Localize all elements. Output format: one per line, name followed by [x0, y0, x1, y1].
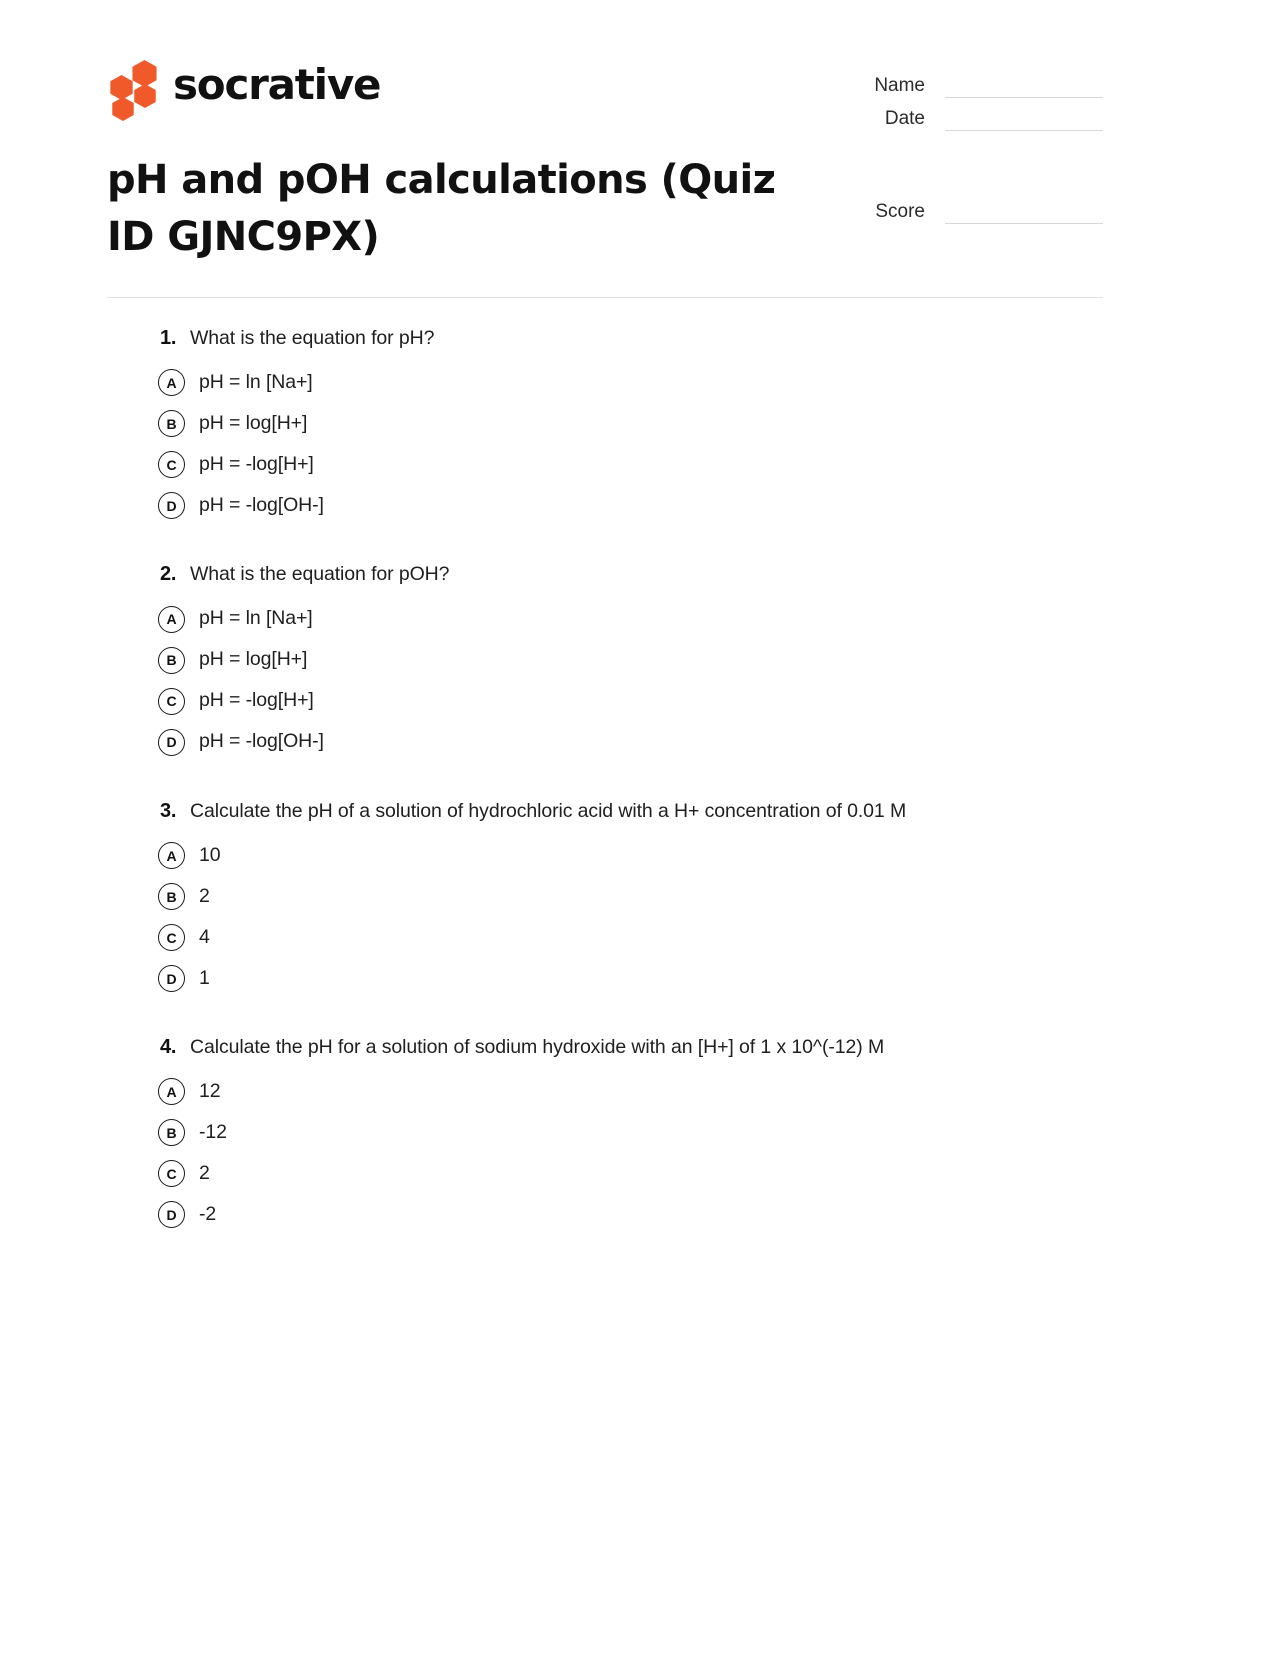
- hexagon-middle-right-icon: [134, 84, 156, 108]
- question-text: Calculate the pH for a solution of sodium hydroxide with an [H+] of 1 x 10^(-12) M: [190, 1036, 885, 1059]
- choice-bubble-b[interactable]: B: [158, 883, 185, 910]
- answer-choice[interactable]: [0, 1194, 1275, 1235]
- choice-text: pH = -log[H+]: [199, 453, 314, 476]
- choice-bubble-b[interactable]: B: [158, 1119, 185, 1146]
- answer-choice[interactable]: [0, 1071, 1275, 1112]
- answer-choice[interactable]: [0, 403, 1275, 444]
- question-number: 2.: [160, 563, 177, 586]
- choice-bubble-a[interactable]: A: [158, 369, 185, 396]
- choice-bubble-c[interactable]: C: [158, 924, 185, 951]
- answer-choice[interactable]: [0, 835, 1275, 876]
- choice-bubble-b[interactable]: B: [158, 647, 185, 674]
- choice-bubble-b[interactable]: B: [158, 410, 185, 437]
- choice-bubble-a[interactable]: A: [158, 1078, 185, 1105]
- choice-bubble-d[interactable]: D: [158, 1201, 185, 1228]
- answer-choice[interactable]: [0, 599, 1275, 640]
- choice-text: -2: [199, 1203, 217, 1226]
- choice-text: 1: [199, 966, 210, 989]
- answer-choice[interactable]: [0, 444, 1275, 485]
- choice-text: pH = -log[OH-]: [199, 730, 324, 753]
- question-text: What is the equation for pOH?: [190, 563, 450, 586]
- score-field-label: Score: [875, 201, 925, 222]
- answer-choice[interactable]: [0, 1153, 1275, 1194]
- date-field-row: [803, 109, 1103, 131]
- question-heading: [0, 562, 1275, 587]
- answer-choice[interactable]: [0, 876, 1275, 917]
- question-number: 4.: [160, 1036, 177, 1059]
- choice-text: 4: [199, 925, 210, 948]
- choice-text: pH = -log[OH-]: [199, 494, 324, 517]
- choice-bubble-c[interactable]: C: [158, 688, 185, 715]
- brand-block: [107, 58, 380, 112]
- score-field-input[interactable]: [945, 202, 1103, 224]
- header-divider: [107, 297, 1103, 298]
- date-field-label: Date: [884, 108, 925, 129]
- question-text: What is the equation for pH?: [190, 327, 435, 349]
- choice-bubble-a[interactable]: A: [158, 842, 185, 869]
- title-zone: [107, 152, 827, 266]
- answer-choice[interactable]: [0, 722, 1275, 763]
- question-list: [0, 326, 1275, 1271]
- name-field-label: Name: [874, 75, 925, 96]
- hexagon-bottom-left-icon: [112, 97, 134, 121]
- socrative-logo: [107, 58, 380, 112]
- question-heading: [0, 799, 1275, 824]
- question-item: [0, 799, 1275, 999]
- choice-bubble-c[interactable]: C: [158, 451, 185, 478]
- question-item: [0, 1035, 1275, 1235]
- choice-bubble-d[interactable]: D: [158, 492, 185, 519]
- choice-text: 10: [199, 843, 221, 866]
- choice-bubble-c[interactable]: C: [158, 1160, 185, 1187]
- answer-choice[interactable]: [0, 1112, 1275, 1153]
- choice-text: pH = -log[H+]: [199, 689, 314, 712]
- brand-name: socrative: [173, 60, 381, 109]
- choice-text: pH = ln [Na+]: [199, 371, 313, 394]
- score-field-row: [803, 202, 1103, 224]
- question-number: 3.: [160, 799, 177, 822]
- choice-text: 12: [199, 1080, 221, 1103]
- choice-text: pH = log[H+]: [199, 648, 308, 671]
- choice-bubble-d[interactable]: D: [158, 965, 185, 992]
- choice-text: pH = ln [Na+]: [199, 607, 313, 630]
- student-info-fields: [803, 58, 1103, 235]
- page-title: pH and pOH calculations (Quiz ID GJNC9PX): [107, 157, 776, 261]
- choice-text: pH = log[H+]: [199, 412, 308, 435]
- name-field-input[interactable]: [945, 76, 1103, 98]
- answer-choice[interactable]: [0, 681, 1275, 722]
- date-field-input[interactable]: [945, 109, 1103, 131]
- choice-text: 2: [199, 884, 210, 907]
- choice-bubble-a[interactable]: A: [158, 606, 185, 633]
- choice-bubble-d[interactable]: D: [158, 729, 185, 756]
- choice-text: -12: [199, 1121, 227, 1144]
- question-text: Calculate the pH of a solution of hydrochloric acid with a H+ concentration of 0.01 M: [190, 799, 907, 822]
- question-item: [0, 326, 1275, 526]
- answer-choice[interactable]: [0, 917, 1275, 958]
- answer-choice[interactable]: [0, 958, 1275, 999]
- question-heading: [0, 1035, 1275, 1060]
- choice-text: 2: [199, 1162, 210, 1185]
- answer-choice[interactable]: [0, 640, 1275, 681]
- name-field-row: [803, 76, 1103, 98]
- socrative-hexagon-logo-icon: [107, 59, 159, 111]
- question-item: [0, 562, 1275, 762]
- question-number: 1.: [160, 327, 177, 349]
- hexagon-top-right-icon: [132, 60, 157, 87]
- question-heading: [0, 326, 1275, 351]
- answer-choice[interactable]: [0, 362, 1275, 403]
- answer-choice[interactable]: [0, 485, 1275, 526]
